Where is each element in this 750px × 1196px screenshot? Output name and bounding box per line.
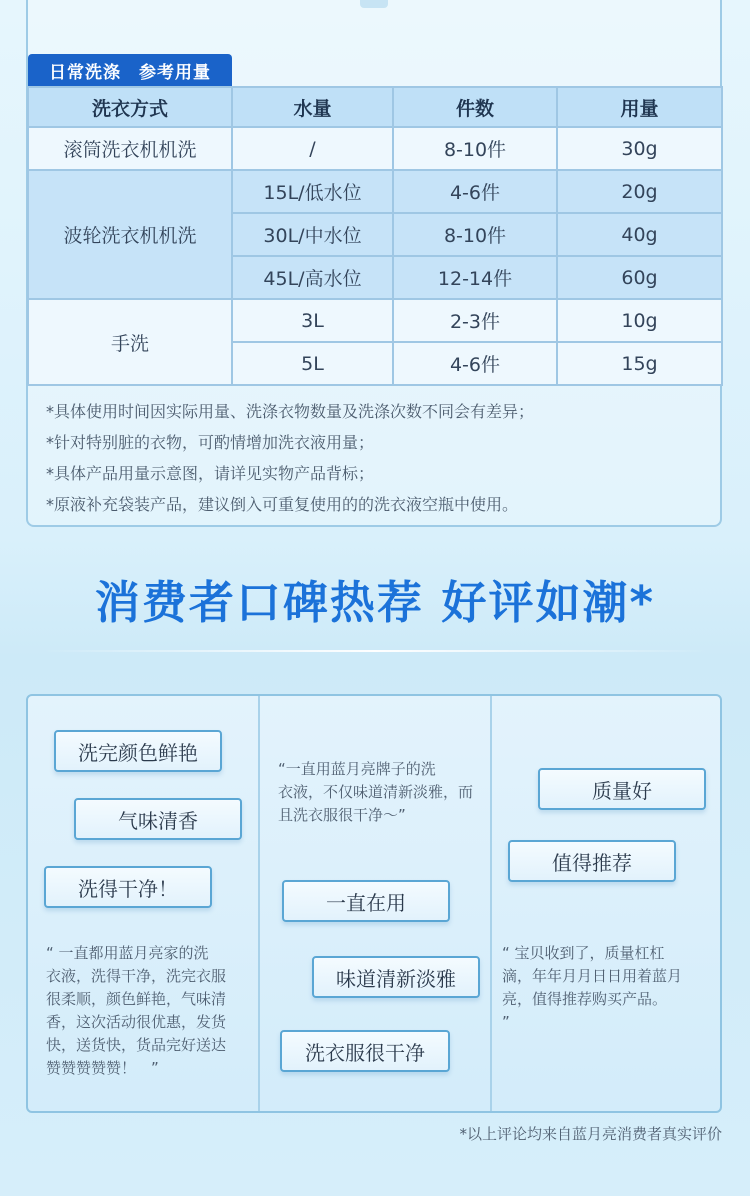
pieces-cell: 4-6件 bbox=[393, 170, 557, 213]
method-drum: 滚筒洗衣机机洗 bbox=[28, 127, 232, 170]
review-tag: 洗完颜色鲜艳 bbox=[54, 730, 222, 772]
pieces-cell: 12-14件 bbox=[393, 256, 557, 299]
quote-line: “一直用蓝月亮牌子的洗 bbox=[278, 760, 436, 778]
review-quote bbox=[278, 758, 483, 827]
review-quote bbox=[46, 942, 252, 1080]
amount-cell: 30g bbox=[557, 127, 722, 170]
quote-line: 香，这次活动很优惠，发货 bbox=[46, 1013, 227, 1031]
quote-line: 很柔顺，颜色鲜艳，气味清 bbox=[46, 990, 227, 1008]
water-cell: 45L/高水位 bbox=[232, 256, 393, 299]
pieces-cell: 8-10件 bbox=[393, 213, 557, 256]
usage-table bbox=[27, 86, 723, 386]
water-cell: 3L bbox=[232, 299, 393, 342]
header-water: 水量 bbox=[232, 87, 393, 127]
reviews-footnote: *以上评论均来自蓝月亮消费者真实评价 bbox=[459, 1125, 722, 1143]
table-header-row bbox=[28, 87, 722, 127]
usage-notes bbox=[46, 396, 706, 520]
amount-cell: 20g bbox=[557, 170, 722, 213]
quote-line: “ 一直都用蓝月亮家的洗 bbox=[46, 944, 209, 962]
quote-line: 滴，年年月月日日用着蓝月 bbox=[502, 967, 683, 985]
water-cell: 30L/中水位 bbox=[232, 213, 393, 256]
top-connector bbox=[360, 0, 388, 8]
water-cell: 15L/低水位 bbox=[232, 170, 393, 213]
quote-line: 且洗衣服很干净～” bbox=[278, 806, 406, 824]
table-row bbox=[28, 299, 722, 342]
quote-line: 赞赞赞赞赞！ ” bbox=[46, 1059, 159, 1077]
quote-line: ” bbox=[502, 1013, 510, 1031]
quote-line: 衣液，不仅味道清新淡雅，而 bbox=[278, 783, 474, 801]
pieces-cell: 8-10件 bbox=[393, 127, 557, 170]
table-row bbox=[28, 170, 722, 213]
note-line: *具体产品用量示意图，请详见实物产品背标； bbox=[46, 464, 375, 483]
review-tag: 洗衣服很干净 bbox=[280, 1030, 450, 1072]
header-method: 洗衣方式 bbox=[28, 87, 232, 127]
header-pieces: 件数 bbox=[393, 87, 557, 127]
pieces-cell: 2-3件 bbox=[393, 299, 557, 342]
reviews-panel bbox=[26, 694, 722, 1113]
review-quote bbox=[502, 942, 714, 1034]
usage-tag: 日常洗涤 参考用量 bbox=[28, 54, 232, 86]
review-tag: 气味清香 bbox=[74, 798, 242, 840]
review-tag: 味道清新淡雅 bbox=[312, 956, 480, 998]
quote-line: 快，送货快，货品完好送达 bbox=[46, 1036, 227, 1054]
note-line: *具体使用时间因实际用量、洗涤衣物数量及洗涤次数不同会有差异； bbox=[46, 402, 535, 421]
quote-line: “ 宝贝收到了，质量杠杠 bbox=[502, 944, 665, 962]
quote-line: 衣液，洗得干净，洗完衣服 bbox=[46, 967, 227, 985]
amount-cell: 15g bbox=[557, 342, 722, 385]
divider bbox=[40, 650, 710, 652]
review-tag: 值得推荐 bbox=[508, 840, 676, 882]
water-cell: 5L bbox=[232, 342, 393, 385]
quote-line: 亮，值得推荐购买产品。 bbox=[502, 990, 668, 1008]
note-line: *原液补充袋装产品，建议倒入可重复使用的的洗衣液空瓶中使用。 bbox=[46, 495, 519, 514]
reviews-headline: 消费者口碑热荐 好评如潮* bbox=[94, 576, 656, 629]
method-impeller: 波轮洗衣机机洗 bbox=[28, 170, 232, 299]
amount-cell: 40g bbox=[557, 213, 722, 256]
column-divider bbox=[490, 696, 492, 1111]
amount-cell: 60g bbox=[557, 256, 722, 299]
column-divider bbox=[258, 696, 260, 1111]
header-amount: 用量 bbox=[557, 87, 722, 127]
table-row bbox=[28, 127, 722, 170]
note-line: *针对特别脏的衣物，可酌情增加洗衣液用量； bbox=[46, 433, 375, 452]
pieces-cell: 4-6件 bbox=[393, 342, 557, 385]
review-tag: 质量好 bbox=[538, 768, 706, 810]
water-cell: / bbox=[232, 127, 393, 170]
review-tag: 洗得干净！ bbox=[44, 866, 212, 908]
review-tag: 一直在用 bbox=[282, 880, 450, 922]
amount-cell: 10g bbox=[557, 299, 722, 342]
method-hand: 手洗 bbox=[28, 299, 232, 385]
